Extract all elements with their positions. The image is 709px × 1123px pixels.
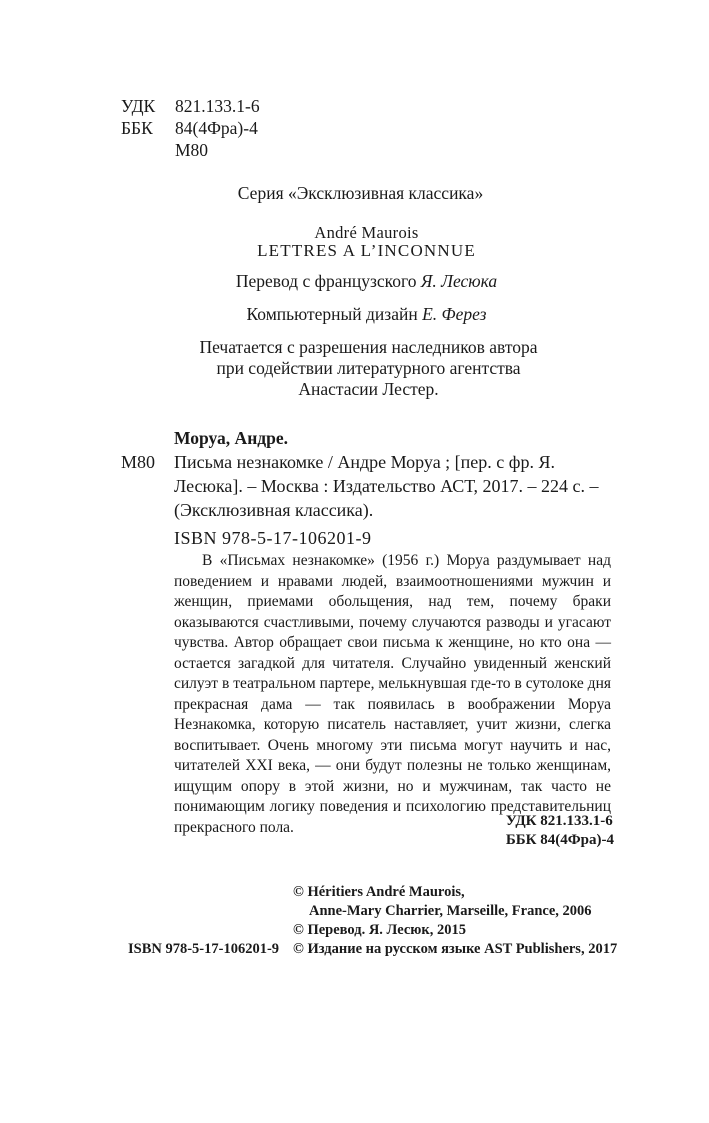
original-author: André Maurois (314, 223, 419, 242)
isbn-bottom: ISBN 978-5-17-106201-9 (128, 941, 280, 957)
author-heading: Моруа, Андре. (174, 428, 289, 448)
translator-credit (12, 271, 709, 292)
isbn: ISBN 978-5-17-106201-9 (174, 528, 372, 548)
annotation (174, 551, 611, 838)
udk-bottom: УДК 821.133.1-6 (505, 813, 613, 829)
translation-label: Перевод с французского (235, 271, 417, 291)
bbk-label: ББК (121, 118, 153, 138)
udk-value: 821.133.1-6 (175, 96, 260, 116)
annotation-text: В «Письмах незнакомке» (1956 г.) Моруа раздумывает над поведением и нравами людей, взаимоотношениями мужчин и женщин, приемами обольщения, над тем, почему браки оказываются счастливыми, почему случаются разводы и угасают чувства. Автор обращает свои письма к женщине, но кто она — остается загадкой для читателя. Случайно увиденный женский силуэт в театральном партере, мелькнувшая где-то в сутолоке дня прекрасная дама — так появилась в воображении Моруа Незнакомка, которую писатель наставляет, учит жизни, слегка воспитывает. Очень многому эти письма могут научить и нас, читателей XXI века, — они будут полезны не только женщинам, ищущим опору в этой жизни, но и мужчинам, так часто не понимающим логику поведения и психологию представительниц прекрасного пола. (174, 552, 611, 836)
translator-name: Я. Лесюка (420, 271, 498, 291)
copyright-line: © Издание на русском языке AST Publishers, 2017 (293, 941, 618, 957)
classification-codes (121, 95, 260, 161)
bbk-bottom: ББК 84(4Фра)-4 (505, 832, 614, 848)
copyright-line: © Héritiers André Maurois, (293, 884, 465, 900)
designer-credit (12, 304, 709, 325)
permission-line: Анастасии Лестер. (298, 379, 439, 399)
author-mark: М80 (175, 140, 209, 160)
permission-note (14, 337, 709, 400)
classification-codes-bottom (506, 812, 614, 850)
udk-label: УДК (121, 96, 156, 116)
designer-name: Е. Ферез (422, 304, 487, 324)
design-label: Компьютерный дизайн (246, 304, 418, 324)
series-title: Серия «Эксклюзивная классика» (237, 183, 484, 203)
permission-line: при содействии литературного агентства (216, 358, 521, 378)
bbk-value: 84(4Фра)-4 (175, 118, 258, 138)
permission-line: Печатается с разрешения наследников автора (199, 337, 538, 357)
biblio-description: Письма незнакомке / Андре Моруа ; [пер. с фр. Я. Лесюка]. – Москва : Издательство АСТ, 2017. – 224 с. – (Эксклюзивная классика). (174, 452, 599, 520)
copyright-line: © Перевод. Я. Лесюк, 2015 (293, 922, 466, 938)
original-title: LETTRES A L’INCONNUE (257, 241, 476, 260)
copyright-line: Anne-Mary Charrier, Marseille, France, 2006 (309, 903, 592, 919)
copyright-block (128, 883, 617, 959)
bibliographic-record (121, 426, 614, 550)
biblio-code: М80 (121, 452, 156, 472)
